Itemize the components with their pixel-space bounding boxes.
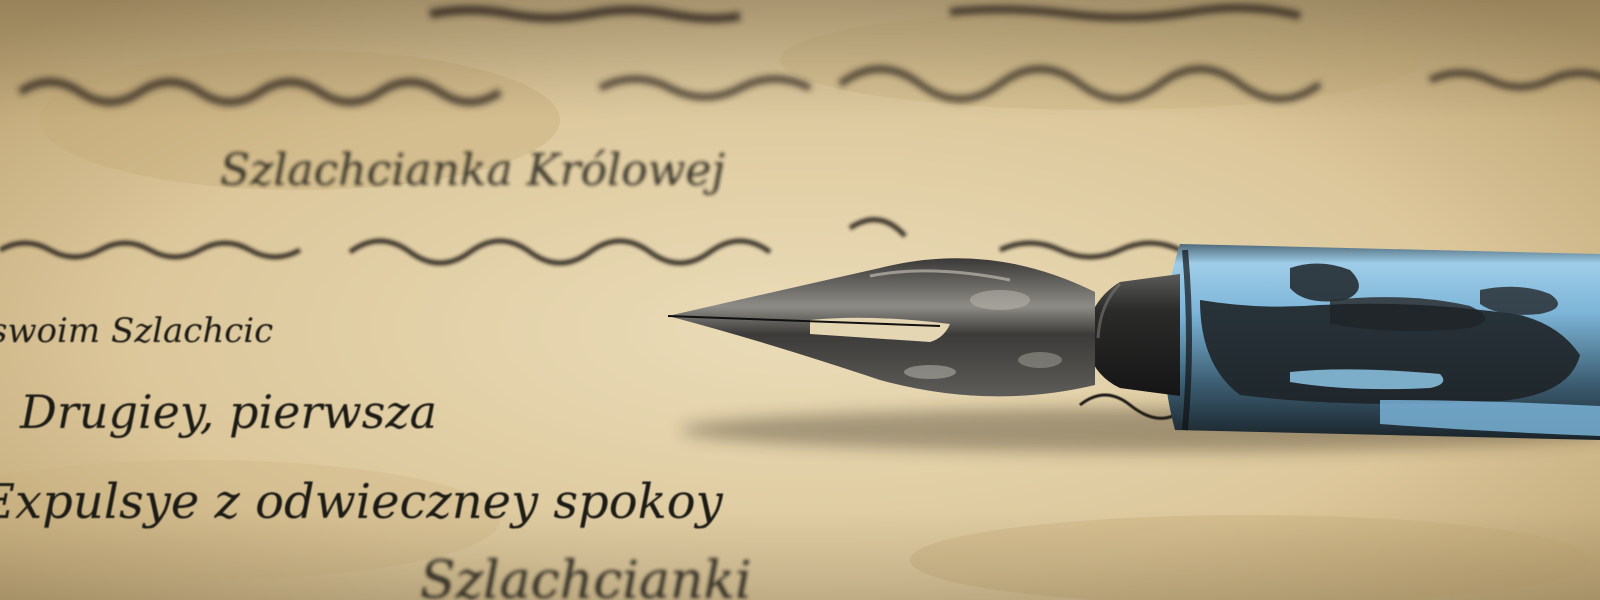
pen-handle [1164, 244, 1600, 440]
